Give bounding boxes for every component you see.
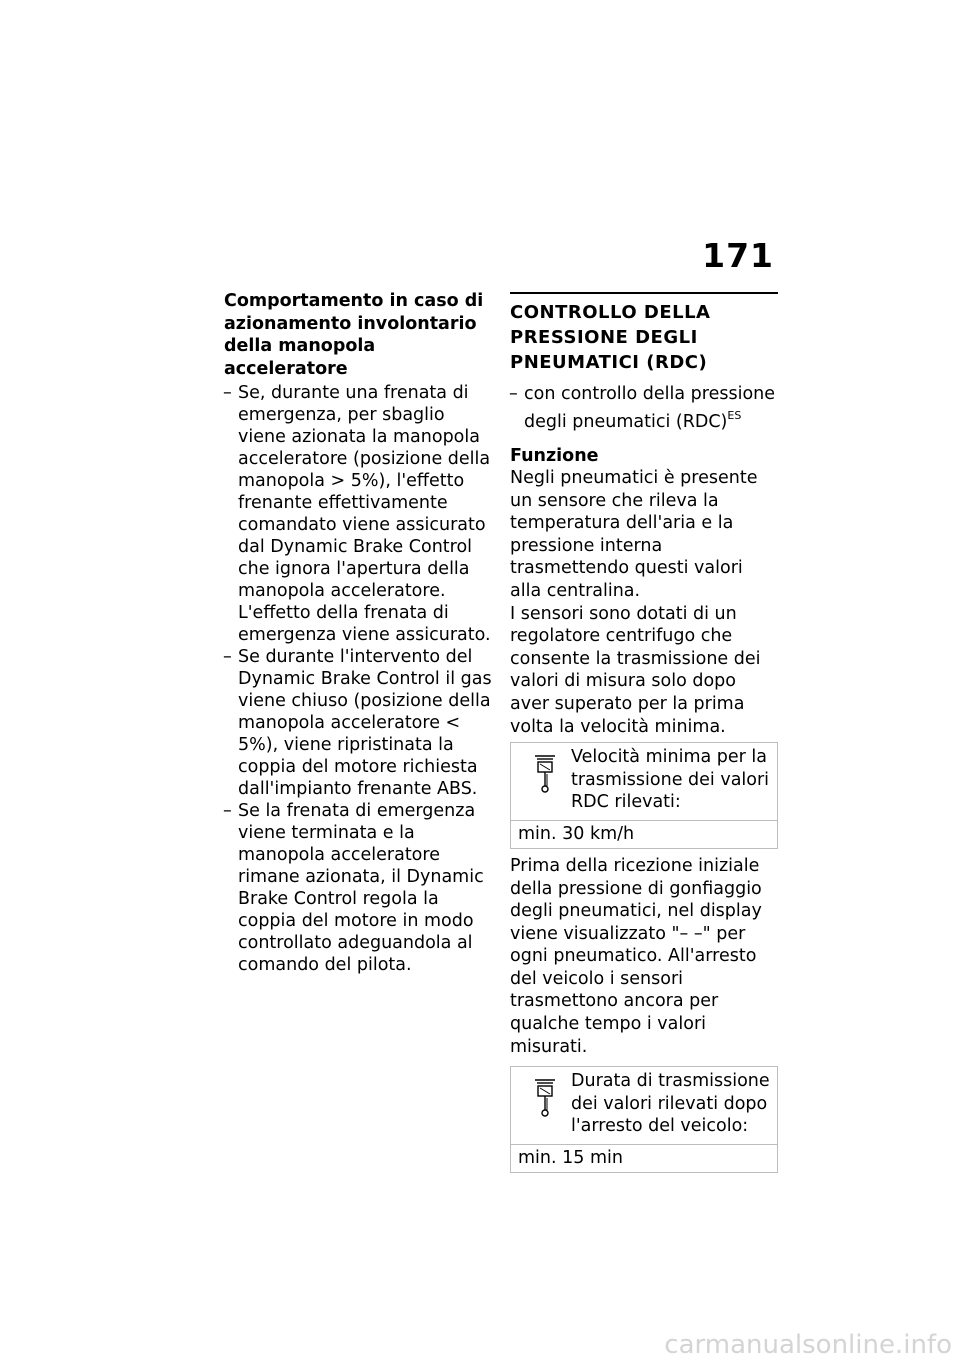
equipment-text: con controllo della pressione degli pneumatici (RDC) — [524, 384, 776, 432]
spec-box-text: Durata di trasmissione dei valori rilevati dopo l'arresto del veicolo: — [571, 1071, 770, 1137]
spec-box-min-speed — [510, 742, 778, 849]
spec-box-text: Velocità minima per la trasmissione dei valori RDC rilevati: — [571, 747, 770, 813]
page-number: 171 — [702, 236, 774, 275]
spec-box-header — [511, 743, 777, 820]
spec-box-transmission-time — [510, 1066, 778, 1173]
list-item — [224, 800, 494, 976]
spec-box-value: min. 30 km/h — [511, 820, 777, 848]
dash-bullet: – — [223, 801, 232, 821]
spec-box-value: min. 15 min — [511, 1144, 777, 1172]
dash-bullet: – — [223, 647, 232, 667]
subheading-funzione: Funzione — [510, 446, 599, 466]
equipment-code: ES — [727, 409, 742, 422]
dash-bullet: – — [223, 383, 232, 403]
section-title-rdc: CONTROLLO DELLA PRESSIONE DEGLI PNEUMATICI (RDC) — [510, 292, 778, 375]
watermark: carmanualsonline.info — [664, 1330, 952, 1360]
equipment-text-wrap — [518, 383, 778, 433]
paragraph: I sensori sono dotati di un regolatore centrifugo che consente la trasmissione dei valori di misura solo dopo aver superato per la prima volta la velocità minima. — [510, 603, 761, 737]
tire-pressure-gauge-icon — [525, 1074, 565, 1118]
list-item-text: Se, durante una frenata di emergenza, per sbaglio viene azionata la manopola acceleratore (posizione della manopola > 5%), l'effetto frenante effettivamente comandato viene assicurato dal Dynamic Brake Control che ignora l'apertura della manopola acceleratore. L'effetto della frenata di emergenza viene assicurato. — [238, 383, 491, 645]
spec-box-header — [511, 1067, 777, 1144]
section-heading-accelerator: Comportamento in caso di azionamento involontario della manopola acceleratore — [224, 291, 484, 379]
list-item — [224, 646, 494, 800]
tire-pressure-gauge-icon — [525, 750, 565, 794]
list-item-text: Se durante l'intervento del Dynamic Brake Control il gas viene chiuso (posizione della manopola acceleratore < 5%), viene ripristinata la coppia del motore richiesta dall'impianto frenante ABS. — [238, 647, 492, 799]
equipment-bullet — [510, 383, 778, 433]
list-item — [224, 382, 494, 646]
list-item-text: Se la frenata di emergenza viene terminata e la manopola acceleratore rimane azionata, il Dynamic Brake Control regola la coppia del motore in modo controllato adeguandola al comando del pilota. — [238, 801, 484, 975]
right-column — [510, 292, 778, 1179]
dash-bullet: – — [509, 384, 518, 404]
paragraph: Negli pneumatici è presente un sensore che rileva la temperatura dell'aria e la pressione interna trasmettendo questi valori alla centralina. — [510, 468, 758, 601]
left-column — [224, 290, 494, 976]
paragraph: Prima della ricezione iniziale della pressione di gonfiaggio degli pneumatici, nel display viene visualizzato "– –" per ogni pneumatico. All'arresto del veicolo i sensori trasmettono ancora per qualche tempo i valori misurati. — [510, 855, 762, 1057]
